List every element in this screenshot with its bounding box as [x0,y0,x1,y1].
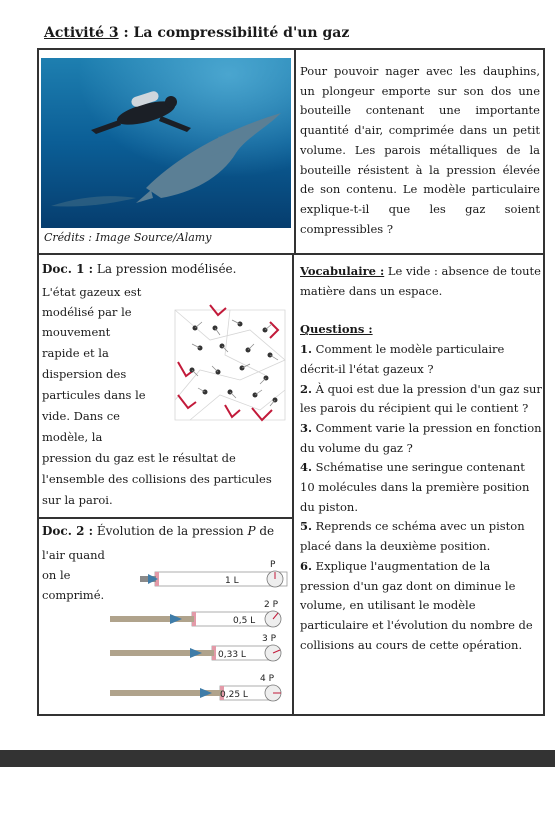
vocab-label: Vocabulaire : [300,264,385,278]
question-item: 3. Comment varie la pression en fonction du volume du gaz ? [300,420,542,455]
doc2-title [42,524,274,538]
doc2-line: l'air quand [42,548,105,562]
doc1-line: l'ensemble des collisions des particules [42,472,272,486]
question-item: 6. Explique l'augmentation de la pression d'un gaz dont on diminue le volume, en utilisant le modèle particulaire et l'évolution du nombre de collisions au cours de cette opération. [300,558,533,652]
divider [37,253,545,255]
question-item: 1. Comment le modèle particulaire décrit-il l'état gazeux ? [300,342,505,376]
syringe-pressure-label: 3 P [262,634,277,644]
syringe-volume-label: 0,5 L [233,616,256,626]
doc1-label: Doc. 1 : [42,262,94,276]
doc1-line: mouvement [42,325,111,339]
syringe-volume-label: 1 L [225,576,239,586]
syringe-volume-label: 0,25 L [220,690,248,700]
vocab-text: : absence de toute matière dans un espace. [300,264,541,298]
questions-heading: Questions : [300,322,373,337]
questions-column [300,262,542,655]
syringe-pressure-label: P [270,560,276,570]
doc2-heading-end: de [255,524,275,538]
syringe-4 [110,674,281,701]
doc1-line: rapide et la [42,346,109,360]
doc2-variable: P [247,524,256,538]
divider [37,517,294,519]
doc1-line: modélisé par le [42,305,132,319]
vocab-word: Le vide [384,264,431,278]
syringe-3 [110,634,281,661]
activity-number: Activité 3 [44,25,119,41]
divider [294,48,296,253]
doc2-heading: Évolution de la pression [93,524,248,538]
question-item: 5. Reprends ce schéma avec un piston placé dans la deuxième position. [300,519,525,554]
activity-subtitle: : La compressibilité d'un gaz [118,25,350,41]
doc2-label: Doc. 2 : [42,524,94,538]
divider [292,253,294,716]
question-item: 2. À quoi est due la pression d'un gaz sur les parois du récipient qui le contient ? [300,381,542,416]
doc1-heading: La pression modélisée. [93,262,237,276]
bottom-bar [0,750,555,767]
doc1-line: particules dans le [42,388,146,402]
intro-paragraph: Pour pouvoir nager avec les dauphins, un plongeur emporte sur son dos une bouteille contenant une importante quantité d'air, comprimée dans un petit volume. Les parois métalliques de la bouteille résistent à la pression élevée de son contenu. Le modèle particulaire explique-t-il que les gaz soient compressibles ? [300,64,540,236]
syringe-pressure-label: 2 P [264,600,279,610]
diver-dolphin-photo [41,58,291,228]
vocab-definition [300,262,542,301]
syringe-pressure-label: 4 P [260,674,275,684]
activity-title [44,25,349,41]
syringe-2 [110,600,281,627]
doc2-line: comprimé. [42,588,105,602]
syringe-volume-label: 0,33 L [218,650,246,660]
doc2-line: on le [42,568,71,582]
question-item: 4. Schématise une seringue contenant 10 molécules dans la première position du piston. [300,460,530,514]
doc1-line: modèle, la [42,430,103,444]
doc1-title [42,262,236,276]
syringe-1 [140,560,287,587]
doc1-line: L'état gazeux est [42,285,142,299]
doc1-line: dispersion des [42,367,127,381]
doc1-line: sur la paroi. [42,493,113,507]
doc1-line: vide. Dans ce [42,409,120,423]
gas-particles-illustration [170,300,290,428]
photo-credit: Crédits : Image Source/Alamy [44,231,212,244]
questions-heading-row [300,320,542,340]
doc1-line: pression du gaz est le résultat de [42,451,236,465]
syringes-illustration [110,560,292,710]
